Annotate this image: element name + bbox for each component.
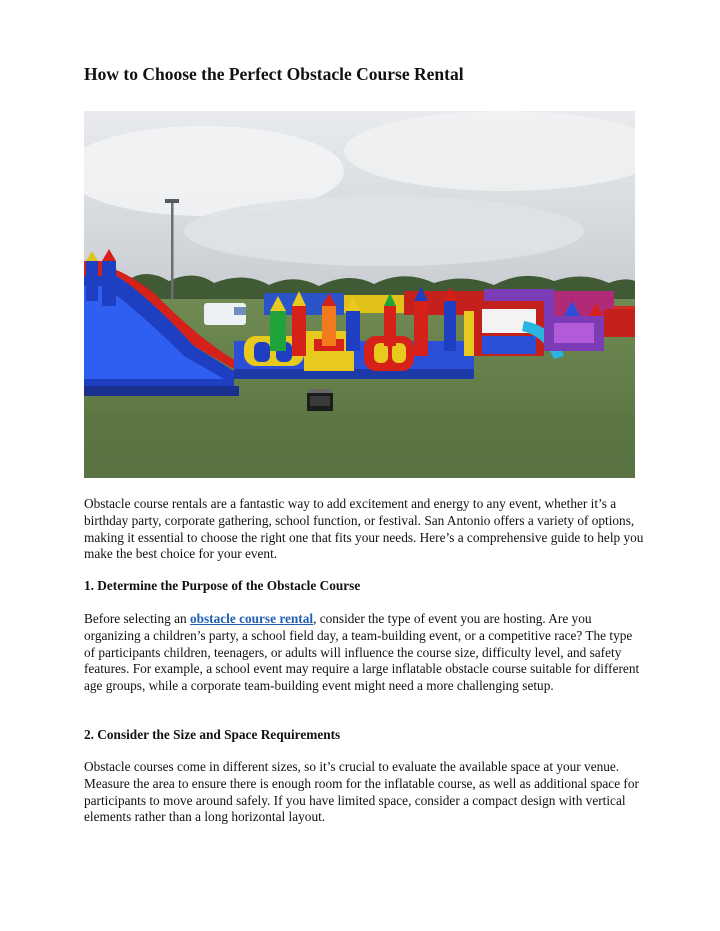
obstacle-course-rental-link[interactable]: obstacle course rental bbox=[189, 611, 314, 626]
purpose-paragraph bbox=[84, 611, 644, 695]
section-heading-purpose: 1. Determine the Purpose of the Obstacle Course bbox=[84, 578, 361, 593]
size-paragraph: Obstacle courses come in different sizes, so it’s crucial to evaluate the available space at your venue. Measure the area to ensure there is enough room for the inflatable course, as well as additional space for participants to move around safely. If you have limited space, consider a compact design with vertical elements rather than a long horizontal layout. bbox=[84, 759, 639, 825]
obstacle-course-photo bbox=[84, 111, 635, 478]
intro-paragraph: Obstacle course rentals are a fantastic way to add excitement and energy to any event, whether it’s a birthday party, corporate gathering, school function, or festival. San Antonio offers a variety of options, making it essential to choose the right one that fits your needs. Here’s a comprehensive guide to help you make the best choice for your event. bbox=[84, 496, 644, 562]
section-heading-size: 2. Consider the Size and Space Requirements bbox=[84, 727, 341, 742]
obstacle-course-illustration bbox=[84, 111, 635, 478]
purpose-text-after-link: , consider the type of event you are hosting. Are you organizing a children’s party, a school field day, a team-building event, or a competitive race? The type of participants children, teenagers, or adults will influence the course size, difficulty level, and safety features. For example, a school event may require a large inflatable obstacle course suitable for different age groups, while a corporate team-building event might need a more challenging setup. bbox=[84, 611, 640, 694]
purpose-text-before-link: Before selecting an bbox=[84, 611, 190, 626]
page-title: How to Choose the Perfect Obstacle Course Rental bbox=[84, 64, 464, 84]
